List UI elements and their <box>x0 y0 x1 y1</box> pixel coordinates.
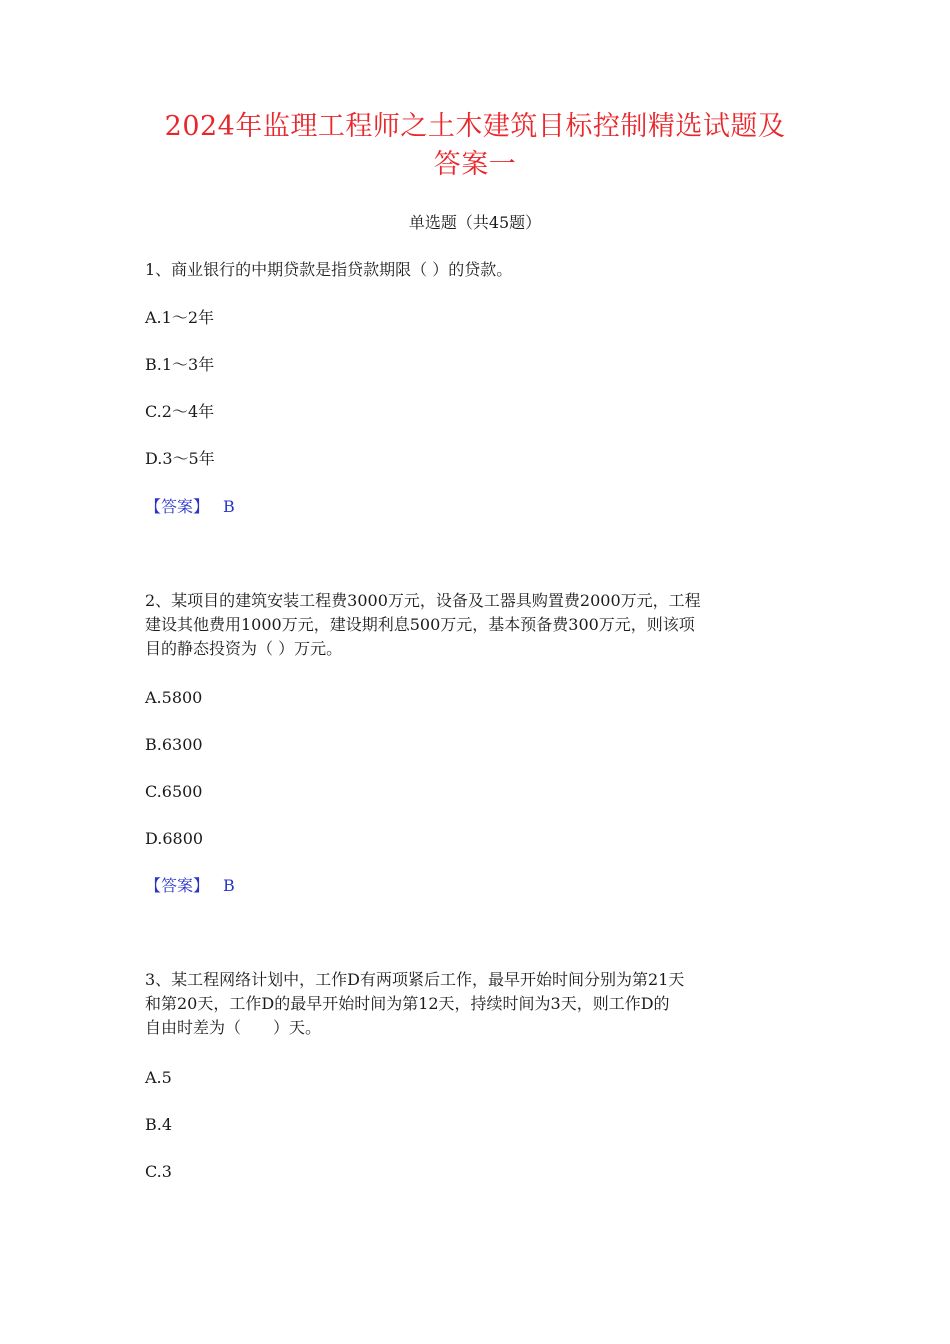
question-line: 和第20天，工作D的最早开始时间为第12天，持续时间为3天，则工作D的 <box>145 994 670 1013</box>
answer-label: 【答案】 <box>145 497 210 516</box>
question-2-answer <box>145 874 235 898</box>
question-3-option-c: C.3 <box>145 1162 172 1181</box>
question-line: 建设其他费用1000万元，建设期利息500万元，基本预备费300万元，则该项 <box>145 615 695 634</box>
question-1-option-d: D.3～5年 <box>145 449 215 468</box>
title-line-2: 答案一 <box>433 149 517 180</box>
question-1-answer <box>145 495 235 519</box>
section-heading: 单选题（共45题） <box>408 213 542 232</box>
answer-value: B <box>223 497 235 516</box>
answer-label: 【答案】 <box>145 876 210 895</box>
question-line: 自由时差为（ ）天。 <box>145 1018 322 1037</box>
question-line: 目的静态投资为（ ）万元。 <box>145 639 343 658</box>
question-2-option-c: C.6500 <box>145 782 203 801</box>
question-1-option-a: A.1～2年 <box>145 308 215 327</box>
question-line: 3、某工程网络计划中，工作D有两项紧后工作，最早开始时间分别为第21天 <box>145 970 685 989</box>
question-1-text <box>145 258 810 282</box>
answer-value: B <box>223 876 235 895</box>
question-1-option-c: C.2～4年 <box>145 402 215 421</box>
question-line: 1、商业银行的中期贷款是指贷款期限（ ）的贷款。 <box>145 260 513 279</box>
question-line: 2、某项目的建筑安装工程费3000万元，设备及工器具购置费2000万元，工程 <box>145 591 701 610</box>
question-3-text <box>145 968 810 1040</box>
title-line-1: 2024年监理工程师之土木建筑目标控制精选试题及 <box>164 111 786 142</box>
question-3-option-a: A.5 <box>145 1068 172 1087</box>
question-2-option-a: A.5800 <box>145 688 203 707</box>
document-title <box>120 108 830 184</box>
question-2-option-d: D.6800 <box>145 829 204 848</box>
question-2-text <box>145 589 810 661</box>
question-3-option-b: B.4 <box>145 1115 173 1134</box>
question-2-option-b: B.6300 <box>145 735 203 754</box>
question-1-option-b: B.1～3年 <box>145 355 215 374</box>
